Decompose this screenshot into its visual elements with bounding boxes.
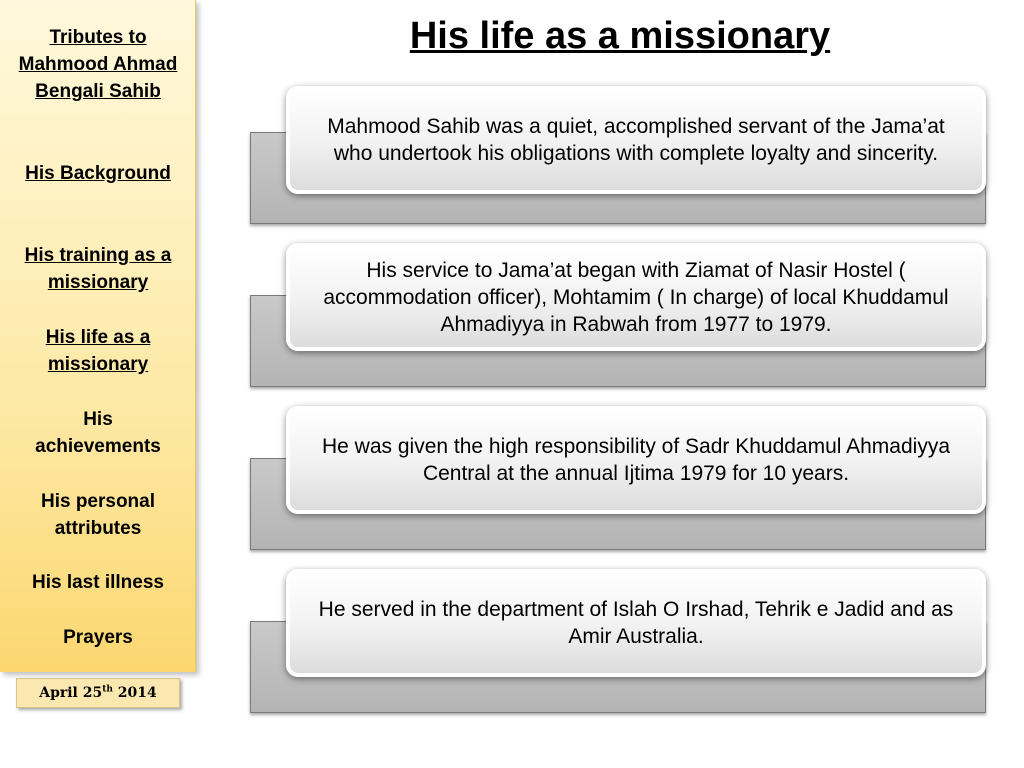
nav-link-tributes[interactable]: Tributes to Mahmood Ahmad Bengali Sahib [18, 27, 178, 102]
point-row [250, 243, 986, 387]
point-text: His service to Jama’at began with Ziamat of Nasir Hostel ( accommodation officer), Mohtamim ( In charge) of local Khuddamul Ahmadiyya in Rabwah from 1977 to 1979. [323, 258, 949, 336]
nav-link-life-as-missionary[interactable]: His life as a missionary [45, 327, 151, 375]
point-row [250, 86, 986, 230]
nav-link-prayers[interactable]: Prayers [63, 627, 133, 648]
nav-link-achievements[interactable]: His achievements [35, 409, 161, 457]
date-suffix: th [102, 684, 113, 695]
slide-title: His life as a missionary [409, 15, 831, 57]
point-card [286, 569, 986, 677]
point-card [286, 243, 986, 351]
nav-link-personal-attributes[interactable]: His personal attributes [40, 491, 156, 539]
nav-link-background[interactable]: His Background [25, 163, 171, 184]
nav-link-last-illness[interactable]: His last illness [31, 572, 164, 593]
point-card [286, 86, 986, 194]
point-row [250, 569, 986, 713]
point-text: He served in the department of Islah O Irshad, Tehrik e Jadid and as Amir Australia. [318, 598, 954, 648]
date-year: 2014 [112, 685, 157, 701]
point-row [250, 406, 986, 550]
point-text: Mahmood Sahib was a quiet, accomplished servant of the Jama’at who undertook his obligations with complete loyalty and sincerity. [327, 115, 945, 165]
nav-link-training[interactable]: His training as a missionary [24, 245, 172, 293]
sidebar-nav [0, 0, 196, 672]
point-text: He was given the high responsibility of Sadr Khuddamul Ahmadiyya Central at the annual Ijtima 1979 for 10 years. [321, 435, 951, 485]
date-label [16, 678, 180, 708]
date-prefix: April 25 [39, 685, 103, 701]
point-card [286, 406, 986, 514]
